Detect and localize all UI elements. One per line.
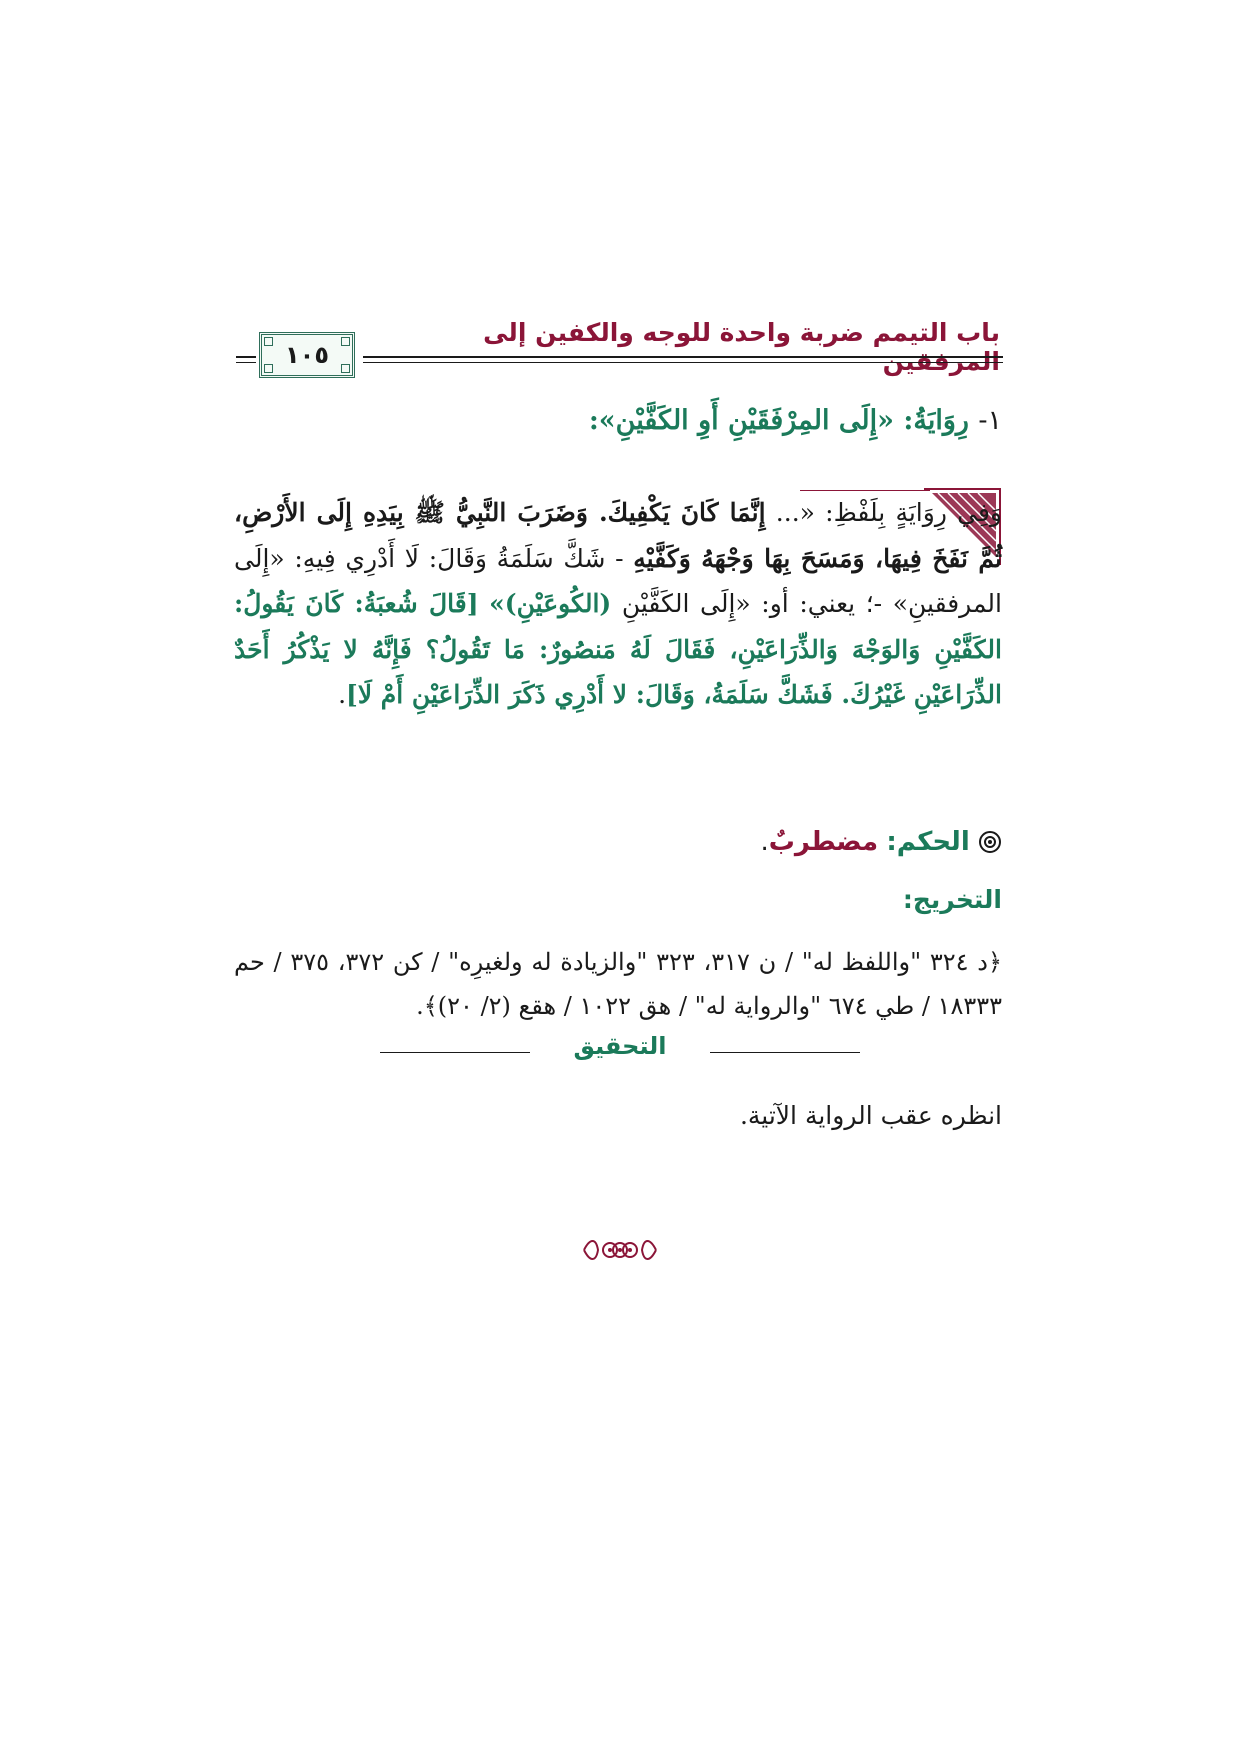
- header-rule-top: [363, 356, 1003, 358]
- hadith-end: .: [338, 680, 347, 709]
- page-number-badge: [259, 332, 355, 378]
- tahqiq-title: التحقيق: [573, 1032, 667, 1060]
- hadith-main: إِنَّمَا كَانَ يَكْفِيكَ. وَضَرَبَ النَّبِيُّ ﷺ بِيَدِهِ إِلَى الأَرْضِ، ثُمَّ نَفَخَ فِيهَا، وَمَسَحَ بِهَا وَجْهَهُ وَكَفَّيْهِ: [234, 498, 1002, 573]
- takhrij-text: ﴿د ٣٢٤ "واللفظ له" / ن ٣١٧، ٣٢٣ "والزيادة له ولغيرِه" / كن ٣٧٢، ٣٧٥ / حم ١٨٣٣٣ / طي ٦٧٤ "والرواية له" / هق ١٠٢٢ / هقع (٢/ ٢٠)﴾.: [234, 948, 1003, 1020]
- section-heading: [302, 405, 1002, 436]
- hadith-shuba-addition: [قَالَ شُعبَةُ: كَانَ يَقُولُ: الكَفَّيْنِ وَالوَجْهَ وَالذِّرَاعَيْنِ، فَقَالَ لَهُ مَنصُورٌ: مَا تَقُولُ؟ فَإِنَّهُ لا يَذْكُرُ أَحَدٌ الذِّرَاعَيْنِ غَيْرُكَ. فَشَكَّ سَلَمَةُ، وَقَالَ: لا أَدْرِي ذَكَرَ الذِّرَاعَيْنِ أَمْ لَا]: [234, 589, 1002, 709]
- tahqiq-text: انظره عقب الرواية الآتية.: [739, 1101, 1002, 1130]
- header-rule-bottom: [363, 362, 1003, 363]
- section-number: ١-: [978, 405, 1002, 436]
- flower-icon: [978, 830, 1002, 854]
- ruling-label: الحكم:: [886, 827, 970, 857]
- hadith-variant: (الكُوعَيْنِ)»: [489, 589, 612, 618]
- header-rule-left-bottom: [236, 362, 256, 363]
- header-rule-left-top: [236, 356, 256, 358]
- page-number: ١٠٥: [285, 341, 329, 369]
- hadith-doubt: - شَكَّ سَلَمَةُ وَقَالَ: لَا أَدْرِي فِيهِ: «إِلَى المرفقينِ» -؛ يعني: أو: «إِلَى الكَفَّيْنِ: [234, 543, 1002, 618]
- header-title: باب التيمم ضربة واحدة للوجه والكفين إلى: [483, 318, 1000, 347]
- ruling-end: .: [760, 827, 769, 857]
- takhrij-heading: التخريج:: [902, 885, 1002, 914]
- hadith-text: [234, 490, 1002, 718]
- ornament-icon: [580, 1232, 660, 1268]
- hadith-intro: وَفِي رِوَايَةٍ بِلَفْظِ: «...: [775, 498, 1002, 527]
- ruling: [302, 827, 1002, 857]
- tahqiq-divider: [380, 1032, 860, 1072]
- ruling-value: مضطربٌ: [768, 827, 879, 857]
- section-title: رِوَايَةُ: «إِلَى المِرْفَقَيْنِ أَوِ الكَفَّيْنِ»:: [588, 405, 969, 436]
